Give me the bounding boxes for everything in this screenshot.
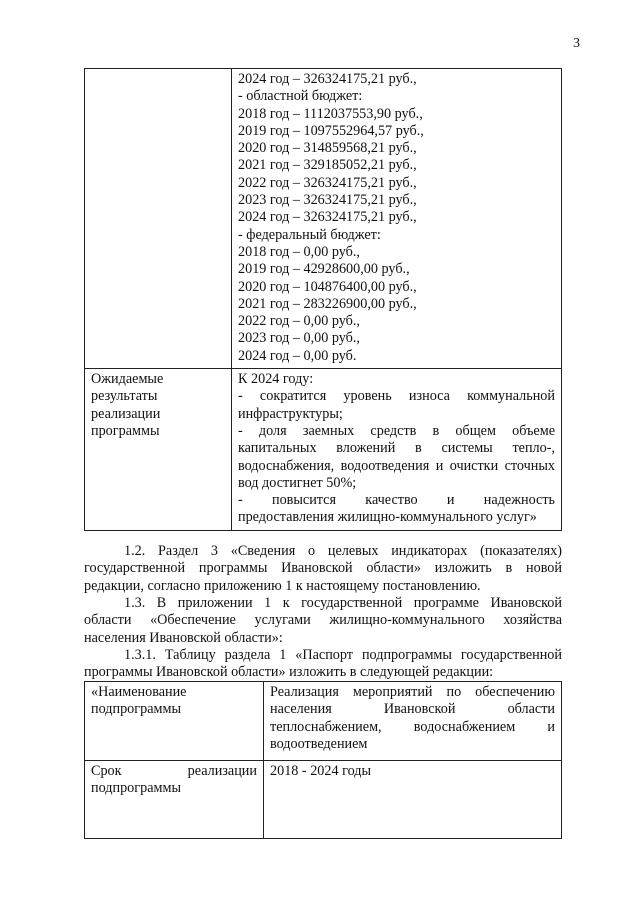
subprogram-name-row [85,682,562,761]
paragraph-line: 1.3.1. Таблицу раздела 1 «Паспорт подпрограммы государственной [124,647,562,663]
funding-values-cell [232,69,562,369]
value-line: Реализация мероприятий по обеспечению [270,684,555,700]
results-line: - сократится уровень износа коммунальной [238,388,555,405]
results-line: - доля заемных средств в общем объеме [238,422,555,439]
paragraph-line: 1.2. Раздел 3 «Сведения о целевых индикаторах (показателях) [124,543,562,559]
results-line: К 2024 году: [238,371,314,388]
subprogram-name-label [85,682,264,761]
subprogram-term-value [264,761,562,839]
label-line: программы [91,422,160,439]
funding-line: 2022 год – 326324175,21 руб., [238,174,417,191]
subprogram-passport-table [84,681,562,839]
funding-line: 2018 год – 1112037553,90 руб., [238,105,423,122]
funding-line: 2024 год – 0,00 руб. [238,347,357,364]
page-number: 3 [573,36,580,51]
paragraph-line: программы Ивановской области» изложить в следующей редакции: [84,664,494,681]
value-line: 2018 - 2024 годы [270,763,372,779]
funding-line: 2020 год – 104876400,00 руб., [238,278,417,295]
label-line: реализации [91,405,161,422]
expected-results-row [85,369,562,531]
funding-line: 2019 год – 42928600,00 руб., [238,261,410,278]
funding-line: - федеральный бюджет: [238,226,381,243]
subprogram-name-value [264,682,562,761]
subprogram-term-label [85,761,264,839]
paragraph-line: редакции, согласно приложению 1 к настоящему постановлению. [84,577,481,594]
paragraph-line: населения Ивановской области»: [84,629,283,646]
funding-line: 2021 год – 329185052,21 руб., [238,157,417,174]
funding-line: 2022 год – 0,00 руб., [238,313,360,330]
funding-line: 2024 год – 326324175,21 руб., [238,209,417,226]
value-line: теплоснабжением, водоснабжением и [270,718,555,735]
funding-line: - областной бюджет: [238,88,363,105]
label-line: подпрограммы [91,701,181,718]
paragraph-1-2 [84,543,562,595]
label-line: результаты [91,388,158,405]
label-line: Срок реализации [91,763,257,779]
value-line: населения Ивановской области [270,701,555,718]
program-passport-table [84,68,562,531]
funding-line: 2024 год – 326324175,21 руб., [238,71,417,87]
paragraph-1-3-1 [84,647,562,682]
paragraph-1-3 [84,595,562,647]
results-line: вод достигнет 50%; [238,474,357,491]
value-line: водоотведением [270,735,368,752]
funding-line: 2023 год – 326324175,21 руб., [238,192,417,209]
funding-line: 2020 год – 314859568,21 руб., [238,140,417,157]
paragraph-line: 1.3. В приложении 1 к государственной программе Ивановской [124,595,562,611]
funding-line: 2023 год – 0,00 руб., [238,330,360,347]
label-line: Ожидаемые [91,371,164,388]
label-line: «Наименование [91,684,187,700]
subprogram-term-row [85,761,562,839]
results-line: капитальных вложений в системы тепло-, [238,440,555,457]
funding-line: 2018 год – 0,00 руб., [238,243,360,260]
paragraph-line: области «Обеспечение услугами жилищно-коммунального хозяйства [84,612,562,629]
paragraph-line: государственной программы Ивановской области» изложить в новой [84,560,562,577]
results-line: - повысится качество и надежность [238,492,555,509]
funding-row [85,69,562,369]
funding-line: 2019 год – 1097552964,57 руб., [238,122,424,139]
expected-results-label [85,369,232,531]
funding-label-cell [85,69,232,369]
results-line: водоснабжения, водоотведения и очистки сточных [238,457,555,474]
results-line: предоставления жилищно-коммунального услуг» [238,509,537,526]
results-line: инфраструктуры; [238,405,343,422]
label-line: подпрограммы [91,780,181,797]
expected-results-text [232,369,562,531]
funding-line: 2021 год – 283226900,00 руб., [238,295,417,312]
